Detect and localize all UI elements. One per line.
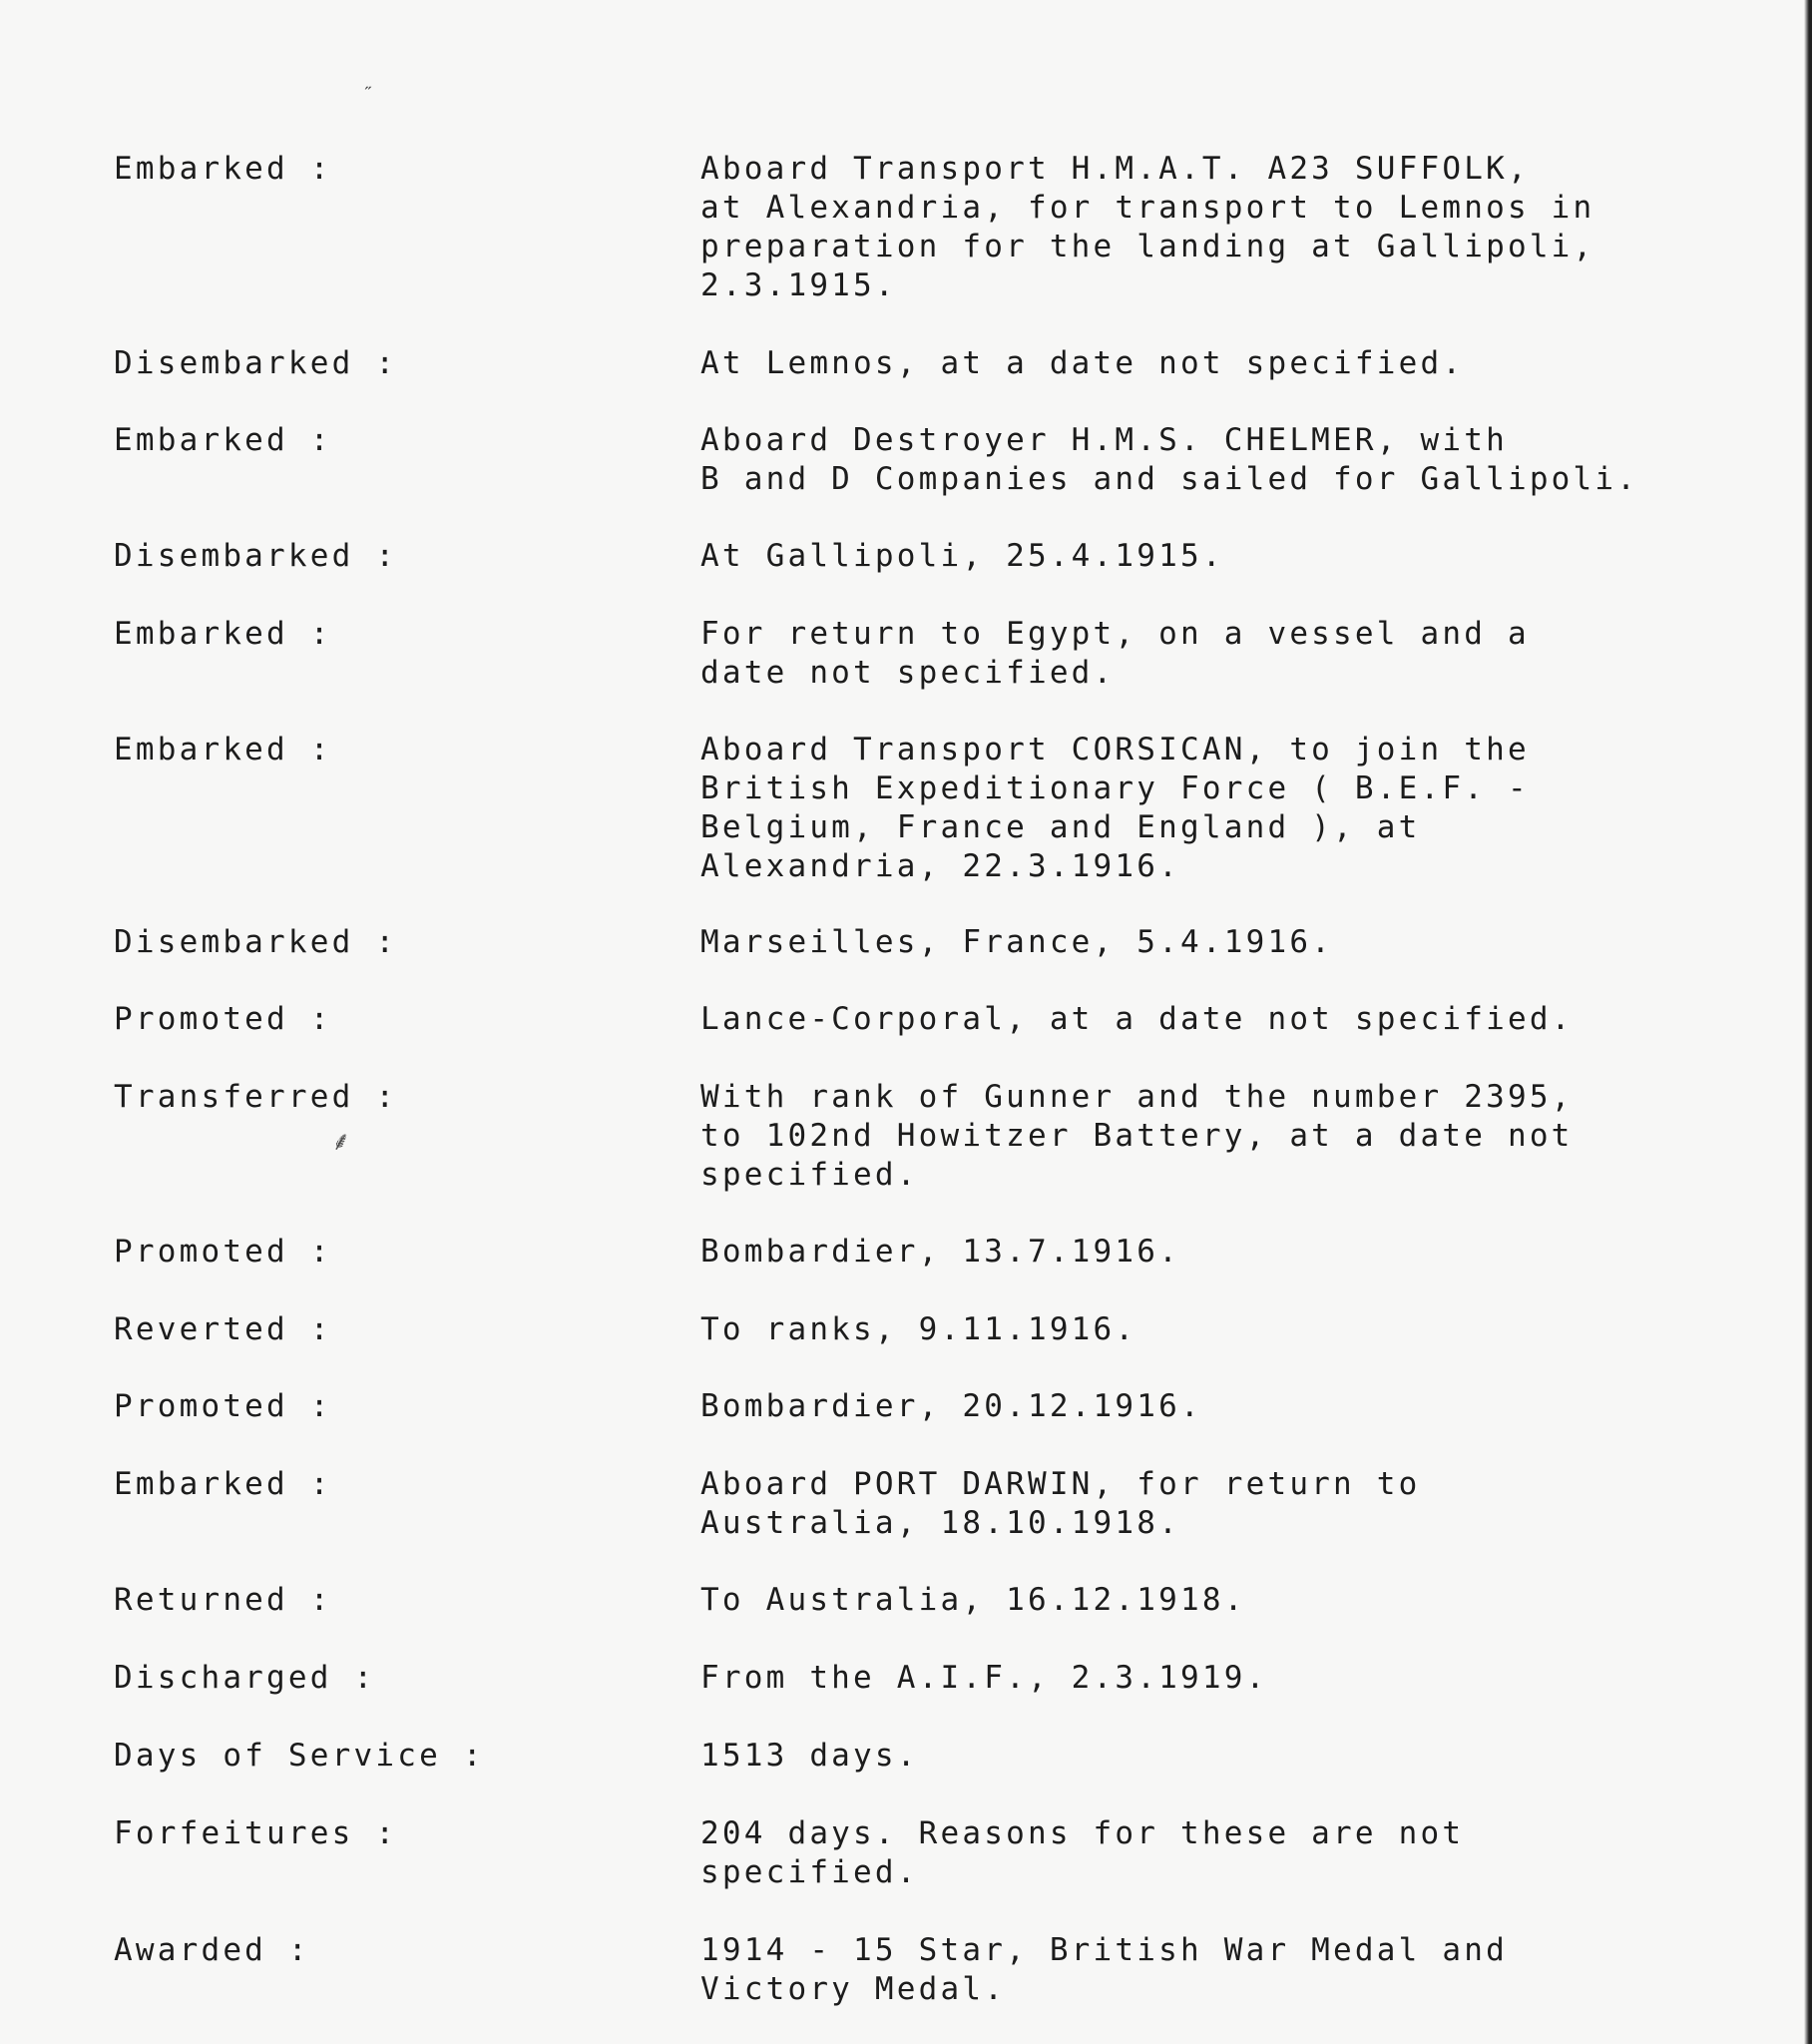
ink-speck: ˶ (365, 76, 376, 97)
entry-detail-line: For return to Egypt, on a vessel and a (700, 616, 1530, 652)
entry-detail-line: With rank of Gunner and the number 2395, (700, 1079, 1574, 1115)
entry-detail-line: From the A.I.F., 2.3.1919. (700, 1660, 1268, 1696)
entry-detail-line: Australia, 18.10.1918. (700, 1505, 1180, 1541)
ink-smudge: ⸙ (331, 1127, 351, 1157)
entry-label: Awarded : (114, 1932, 310, 1968)
entry-detail-line: date not specified. (700, 655, 1116, 691)
entry-label: Transferred : (114, 1079, 398, 1115)
entry-detail-line: Aboard Transport H.M.A.T. A23 SUFFOLK, (700, 151, 1530, 187)
entry-details (700, 421, 1638, 499)
entry-label: Promoted : (114, 1234, 332, 1270)
entry-detail-line: 2.3.1915. (700, 267, 897, 303)
entry-detail-line: B and D Companies and sailed for Gallipoli. (700, 461, 1639, 497)
entry-label: Discharged : (114, 1660, 376, 1696)
entry-label: Embarked : (114, 732, 332, 767)
entry-label: Disembarked : (114, 345, 398, 381)
entry-details (700, 537, 1224, 576)
entry-detail-line: To Australia, 16.12.1918. (700, 1582, 1246, 1618)
entry-details (700, 1387, 1202, 1426)
entry-label: Returned : (114, 1582, 332, 1618)
entry-details (700, 1310, 1136, 1349)
entry-details (700, 1814, 1464, 1892)
entry-details (700, 344, 1464, 383)
entry-details (700, 1233, 1180, 1272)
entry-details (700, 1465, 1421, 1543)
entry-detail-line: At Gallipoli, 25.4.1915. (700, 538, 1224, 574)
entry-details (700, 1659, 1267, 1698)
entry-detail-line: Aboard Transport CORSICAN, to join the (700, 732, 1530, 767)
entry-label: Disembarked : (114, 924, 398, 960)
entry-label: Embarked : (114, 616, 332, 652)
entry-details (700, 1000, 1574, 1039)
entry-details (700, 1581, 1246, 1620)
entry-detail-line: Victory Medal. (700, 1971, 1007, 2007)
entry-detail-line: Marseilles, France, 5.4.1916. (700, 924, 1334, 960)
entry-details (700, 731, 1530, 886)
entry-detail-line: At Lemnos, at a date not specified. (700, 345, 1465, 381)
entry-details (700, 923, 1333, 962)
entry-detail-line: Aboard Destroyer H.M.S. CHELMER, with (700, 422, 1508, 458)
entry-detail-line: to 102nd Howitzer Battery, at a date not (700, 1118, 1574, 1154)
entry-detail-line: Bombardier, 20.12.1916. (700, 1388, 1202, 1424)
entry-details (700, 1931, 1508, 2009)
entry-label: Embarked : (114, 1466, 332, 1502)
entry-detail-line: British Expeditionary Force ( B.E.F. - (700, 770, 1530, 806)
entry-label: Embarked : (114, 422, 332, 458)
entry-label: Days of Service : (114, 1738, 485, 1774)
entry-detail-line: To ranks, 9.11.1916. (700, 1311, 1137, 1347)
entry-detail-line: preparation for the landing at Gallipoli, (700, 229, 1595, 264)
scan-edge (1804, 0, 1812, 2044)
entry-detail-line: at Alexandria, for transport to Lemnos in (700, 190, 1595, 226)
entry-detail-line: Aboard PORT DARWIN, for return to (700, 1466, 1421, 1502)
entry-detail-line: 1513 days. (700, 1738, 919, 1774)
entry-details (700, 1078, 1574, 1195)
entry-label: Forfeitures : (114, 1815, 398, 1851)
entry-label: Reverted : (114, 1311, 332, 1347)
entry-detail-line: Alexandria, 22.3.1916. (700, 848, 1180, 884)
entry-detail-line: specified. (700, 1157, 919, 1193)
entry-label: Promoted : (114, 1001, 332, 1037)
entry-detail-line: Belgium, France and England ), at (700, 809, 1421, 845)
entry-label: Embarked : (114, 151, 332, 187)
entry-detail-line: 204 days. Reasons for these are not (700, 1815, 1465, 1851)
entry-details (700, 1737, 919, 1776)
entry-detail-line: 1914 - 15 Star, British War Medal and (700, 1932, 1508, 1968)
entry-detail-line: Bombardier, 13.7.1916. (700, 1234, 1180, 1270)
entry-label: Promoted : (114, 1388, 332, 1424)
entry-detail-line: Lance-Corporal, at a date not specified. (700, 1001, 1574, 1037)
entry-detail-line: specified. (700, 1854, 919, 1890)
entry-details (700, 150, 1594, 305)
entry-details (700, 615, 1530, 693)
entry-label: Disembarked : (114, 538, 398, 574)
